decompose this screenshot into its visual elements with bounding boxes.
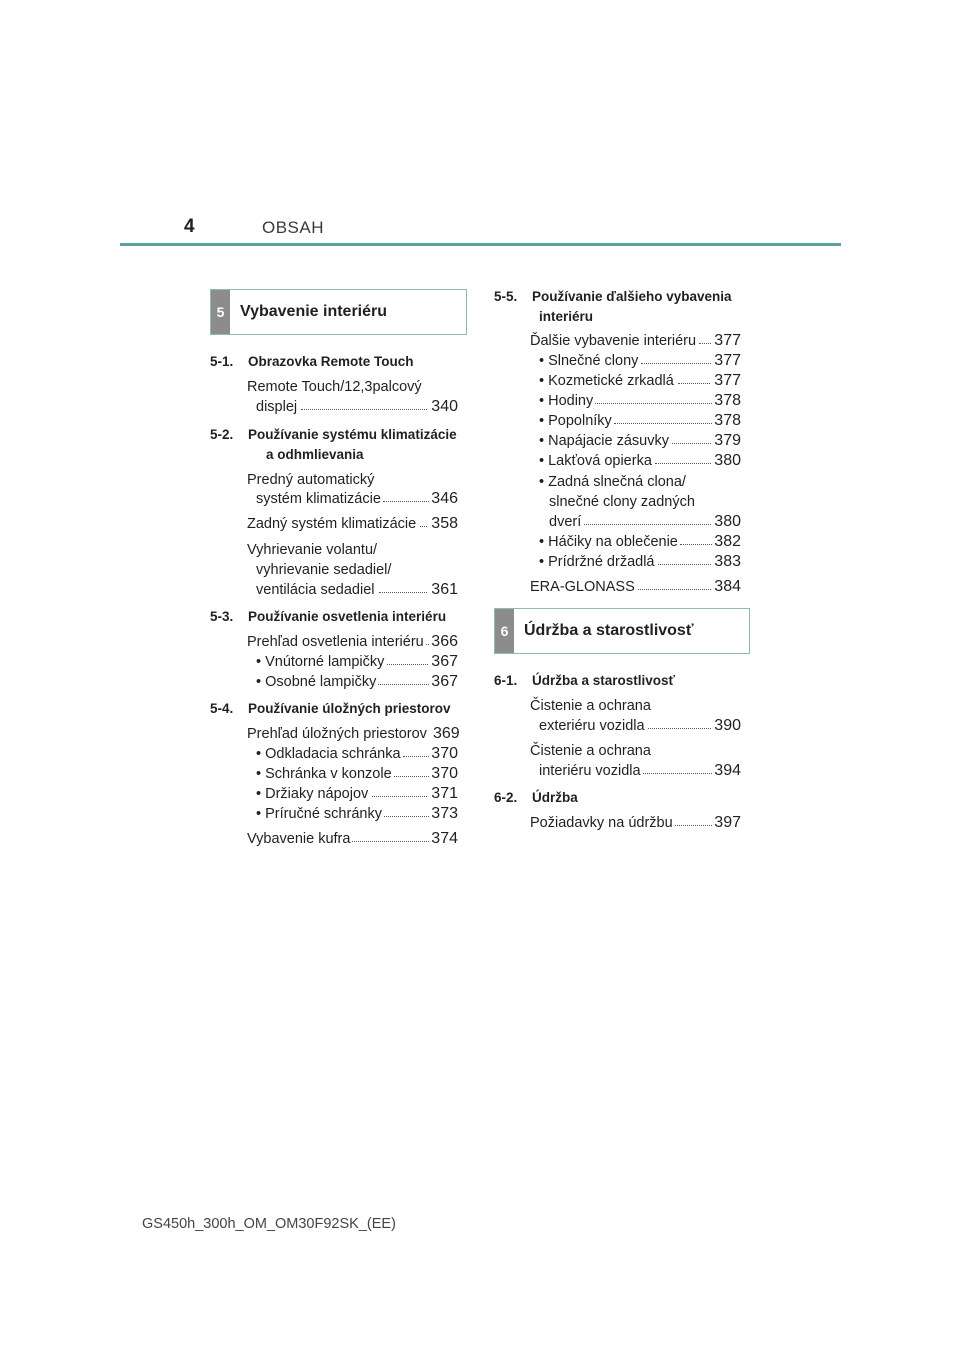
- section-title: Údržba a starostlivosť: [524, 622, 694, 639]
- chapter-title: Používanie ďalšieho vybavenia: [532, 289, 732, 304]
- page-ref: 377: [714, 332, 741, 349]
- chapter-5-2: [210, 425, 457, 445]
- toc-entry[interactable]: Čistenie a ochrana: [530, 743, 651, 759]
- page-ref: 374: [431, 830, 458, 847]
- toc-entry[interactable]: • Lakťová opierka 380: [539, 452, 741, 469]
- toc-entry[interactable]: Čistenie a ochrana: [530, 698, 651, 714]
- toc-entry[interactable]: • Napájacie zásuvky 379: [539, 432, 741, 449]
- page-ref: 358: [431, 515, 458, 532]
- section-5-header: [210, 289, 467, 335]
- chapter-number: 5-3.: [210, 609, 234, 624]
- page-ref: 378: [714, 392, 741, 409]
- chapter-title: Používanie systému klimatizácie: [248, 427, 457, 442]
- toc-entry[interactable]: Vyhrievanie volantu/: [247, 542, 378, 558]
- page-ref: 383: [714, 553, 741, 570]
- chapter-5-3: [210, 607, 446, 627]
- chapter-5-4: [210, 699, 451, 719]
- toc-entry[interactable]: Ďalšie vybavenie interiéru 377: [530, 332, 741, 349]
- page-ref: 394: [714, 762, 741, 779]
- section-title: Vybavenie interiéru: [240, 303, 388, 320]
- page-ref: 371: [431, 785, 458, 802]
- chapter-title: Údržba: [532, 790, 578, 805]
- toc-entry[interactable]: ERA-GLONASS 384: [530, 578, 741, 595]
- page-ref: 361: [431, 581, 458, 598]
- document-code: GS450h_300h_OM_OM30F92SK_(EE): [142, 1216, 396, 1232]
- section-6-header: [494, 608, 750, 654]
- page-ref: 377: [714, 372, 741, 389]
- toc-entry[interactable]: • Osobné lampičky 367: [256, 673, 458, 690]
- page-ref: 390: [714, 717, 741, 734]
- toc-entry[interactable]: • Popolníky 378: [539, 412, 741, 429]
- toc-entry[interactable]: Remote Touch/12,3palcový: [247, 379, 422, 395]
- page-ref: 379: [714, 432, 741, 449]
- chapter-title: Údržba a starostlivosť: [532, 673, 676, 688]
- chapter-title: Obrazovka Remote Touch: [248, 354, 414, 369]
- page-ref: 378: [714, 412, 741, 429]
- toc-entry[interactable]: • Kozmetické zrkadlá 377: [539, 372, 741, 389]
- chapter-6-1: [494, 671, 675, 691]
- page-ref: 367: [431, 673, 458, 690]
- chapter-number: 5-1.: [210, 354, 234, 369]
- toc-entry[interactable]: Prehľad úložných priestorov 369: [247, 725, 460, 742]
- toc-entry[interactable]: Predný automatický: [247, 472, 375, 488]
- toc-entry[interactable]: displej 340: [256, 398, 458, 415]
- toc-entry[interactable]: • Zadná slnečná clona/: [539, 474, 686, 490]
- chapter-title-cont: interiéru: [539, 309, 594, 324]
- chapter-title: Používanie osvetlenia interiéru: [248, 609, 447, 624]
- toc-entry[interactable]: • Príručné schránky 373: [256, 805, 458, 822]
- header-rule: [120, 243, 841, 246]
- page-ref: 369: [432, 725, 460, 742]
- section-number: 6: [495, 609, 514, 653]
- toc-entry[interactable]: Vybavenie kufra 374: [247, 830, 458, 847]
- page-ref: 370: [431, 745, 458, 762]
- toc-entry[interactable]: Požiadavky na údržbu 397: [530, 814, 741, 831]
- page-number: 4: [184, 216, 195, 237]
- chapter-title: Používanie úložných priestorov: [248, 701, 451, 716]
- toc-entry[interactable]: interiéru vozidla 394: [539, 762, 741, 779]
- page-ref: 373: [431, 805, 458, 822]
- chapter-number: 6-2.: [494, 790, 518, 805]
- toc-entry[interactable]: systém klimatizácie 346: [256, 490, 458, 507]
- toc-entry[interactable]: dverí 380: [549, 513, 741, 530]
- toc-entry[interactable]: • Háčiky na oblečenie 382: [539, 533, 741, 550]
- chapter-number: 6-1.: [494, 673, 518, 688]
- page-ref: 366: [431, 633, 458, 650]
- chapter-number: 5-2.: [210, 427, 234, 442]
- toc-entry[interactable]: • Vnútorné lampičky 367: [256, 653, 458, 670]
- toc-entry[interactable]: • Držiaky nápojov 371: [256, 785, 458, 802]
- page-ref: 370: [431, 765, 458, 782]
- toc-entry[interactable]: • Hodiny 378: [539, 392, 741, 409]
- toc-entry[interactable]: slnečné clony zadných: [549, 494, 695, 510]
- page-ref: 367: [431, 653, 458, 670]
- page-ref: 340: [431, 398, 458, 415]
- chapter-number: 5-4.: [210, 701, 234, 716]
- chapter-5-5: [494, 287, 732, 307]
- chapter-number: 5-5.: [494, 289, 518, 304]
- page-ref: 380: [714, 513, 741, 530]
- toc-entry[interactable]: Zadný systém klimatizácie 358: [247, 515, 458, 532]
- toc-entry[interactable]: ventilácia sedadiel 361: [256, 581, 458, 598]
- toc-entry[interactable]: • Schránka v konzole 370: [256, 765, 458, 782]
- page-ref: 397: [714, 814, 741, 831]
- toc-entry[interactable]: exteriéru vozidla 390: [539, 717, 741, 734]
- toc-entry[interactable]: • Odkladacia schránka 370: [256, 745, 458, 762]
- section-number: 5: [211, 290, 230, 334]
- page-title: OBSAH: [262, 218, 325, 237]
- page-ref: 382: [714, 533, 741, 550]
- page-ref: 346: [431, 490, 458, 507]
- page-ref: 380: [714, 452, 741, 469]
- toc-entry[interactable]: • Slnečné clony 377: [539, 352, 741, 369]
- toc-entry[interactable]: vyhrievanie sedadiel/: [256, 562, 392, 578]
- page-ref: 384: [714, 578, 741, 595]
- chapter-5-1: [210, 352, 414, 372]
- toc-entry[interactable]: Prehľad osvetlenia interiéru 366: [247, 633, 458, 650]
- chapter-6-2: [494, 788, 578, 808]
- chapter-title-cont: a odhmlievania: [266, 447, 364, 462]
- page-ref: 377: [714, 352, 741, 369]
- toc-entry[interactable]: • Prídržné držadlá 383: [539, 553, 741, 570]
